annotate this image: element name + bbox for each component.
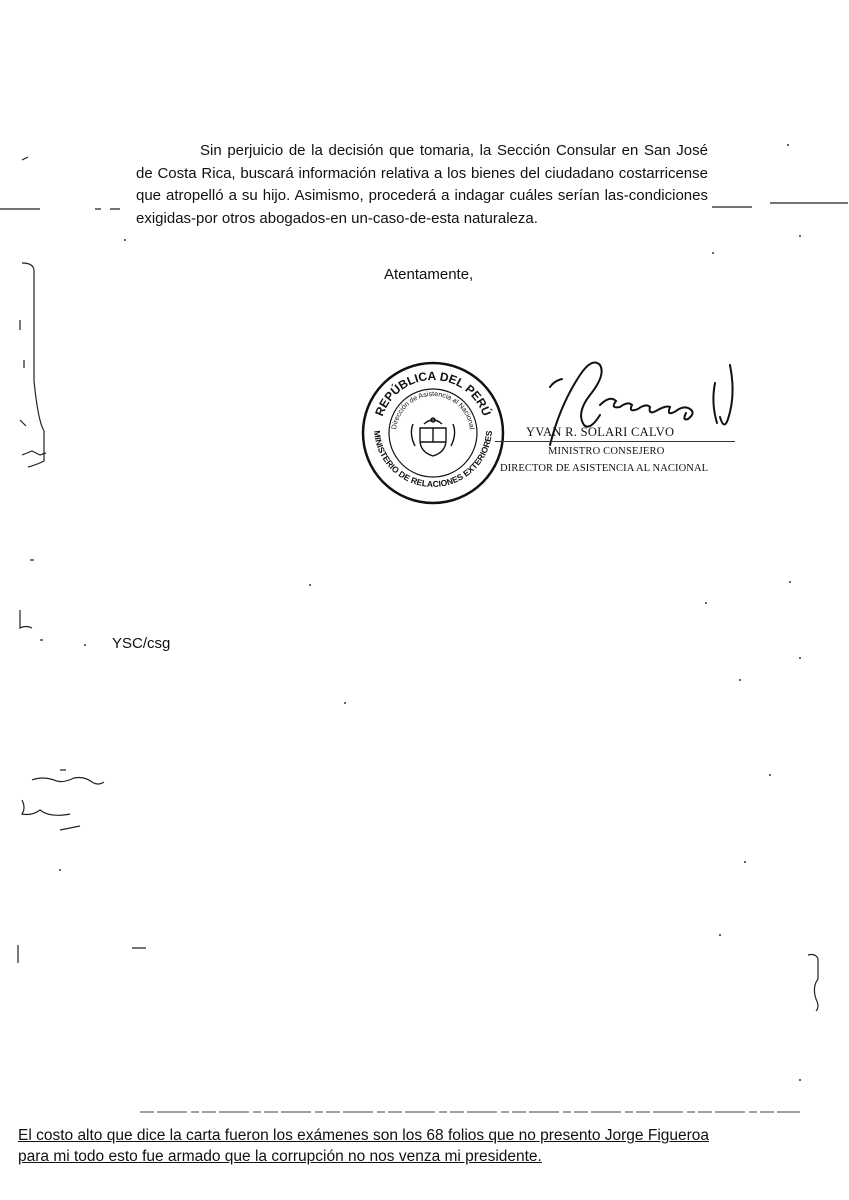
seal-inner-text: Dirección de Asistencia al Nacional [391,390,475,430]
svg-text:Dirección de Asistencia al Nac [391,391,475,430]
signatory-department: DIRECTOR DE ASISTENCIA AL NACIONAL [500,463,709,474]
note-line-2: para mi todo esto fue armado que la corrupción no nos venza mi presidente. [18,1148,542,1165]
signature-line [495,441,735,442]
coat-of-arms-icon [411,418,454,456]
reference-initials: YSC/csg [112,635,171,652]
letter-paragraph [136,140,708,230]
signatory-title: MINISTRO CONSEJERO [548,446,665,457]
handwritten-note [18,1125,838,1167]
note-line-1: El costo alto que dice la carta fueron los exámenes son los 68 folios que no presento Jorge Figueroa [18,1127,710,1144]
letter-paragraph-text: Sin perjuicio de la decisión que tomaria, la Sección Consular en San José de Costa Rica, buscará información relativa a los bienes del ciudadano costarricense que atropelló a su hijo. Asimismo, procederá a indagar cuáles serían las-condiciones exigidas-por otros abogados-en un-caso-de-esta naturaleza. [136,142,708,227]
seal-top-text: REPÚBLICA DEL PERÚ [372,368,494,418]
closing-salutation: Atentamente, [384,266,474,283]
signatory-name: YVAN R. SOLARI CALVO [526,425,675,439]
official-seal [358,358,508,508]
seal-bottom-text: MINISTERIO DE RELACIONES EXTERIORES [371,429,494,490]
